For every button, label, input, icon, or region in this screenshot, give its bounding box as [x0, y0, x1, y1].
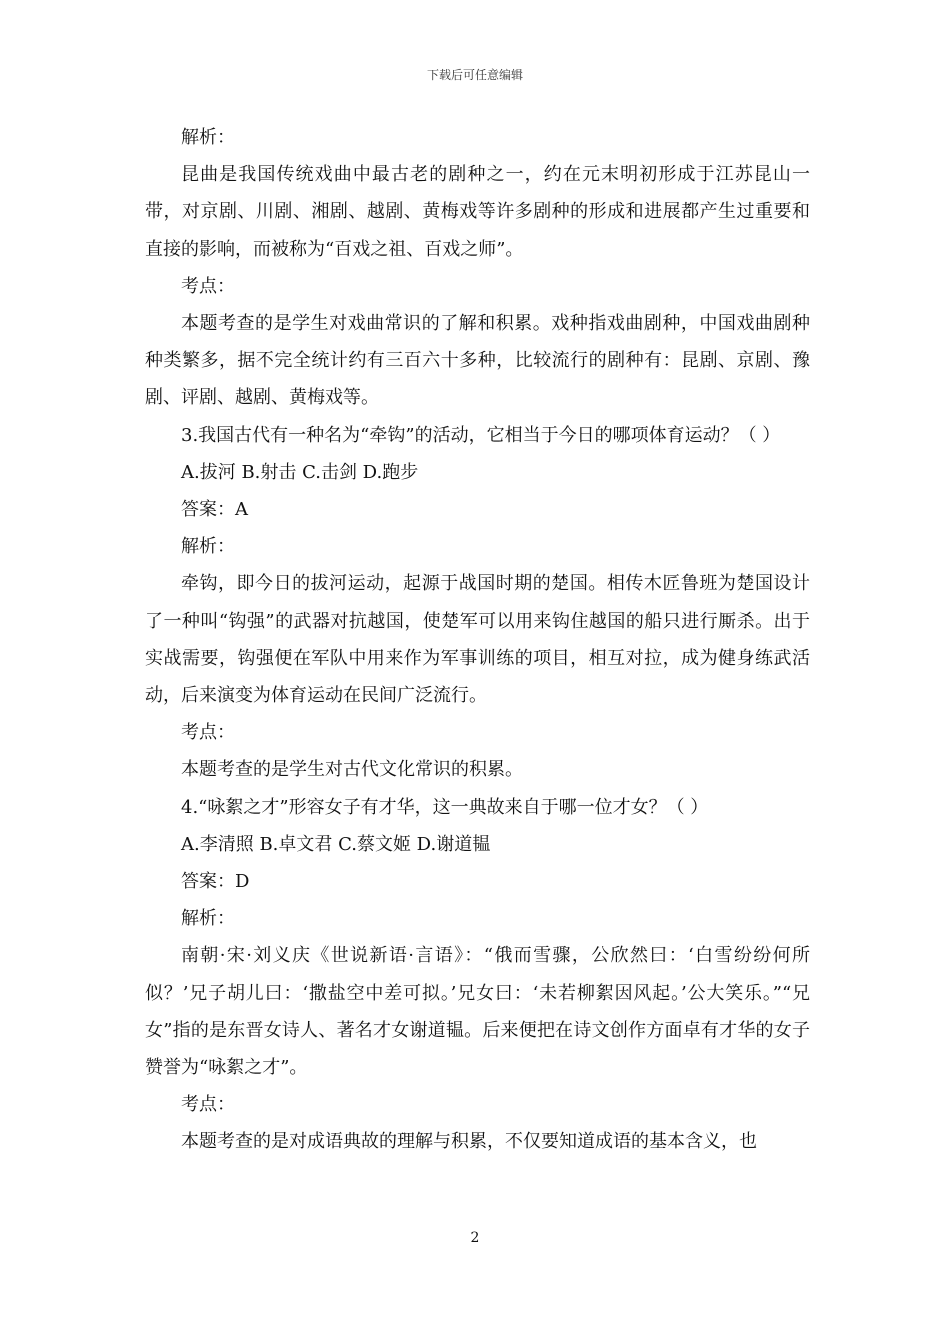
key-point-paragraph: 本题考查的是学生对古代文化常识的积累。	[181, 759, 523, 781]
label-key-point: 考点：	[181, 722, 235, 744]
question-3-options: A.拔河 B.射击 C.击剑 D.跑步	[181, 461, 419, 483]
question-4-options: A.李清照 B.卓文君 C.蔡文姬 D.谢道韫	[181, 833, 491, 855]
question-4-answer: 答案：D	[181, 871, 250, 893]
question-3: 3.我国古代有一种名为“牵钩”的活动，它相当于今日的哪项体育运动？（ ）	[181, 424, 781, 446]
label-key-point: 考点：	[181, 1094, 235, 1116]
key-point-paragraph: 本题考查的是学生对戏曲常识的了解和积累。戏种指戏曲剧种，中国戏曲剧种种类繁多，据不完全统计约有三百六十多种，比较流行的剧种有：昆剧、京剧、豫剧、评剧、越剧、黄梅戏等。	[145, 313, 810, 409]
question-4: 4.“咏絮之才”形容女子有才华，这一典故来自于哪一位才女？（ ）	[181, 796, 709, 818]
analysis-paragraph: 牵钩，即今日的拔河运动，起源于战国时期的楚国。相传木匠鲁班为楚国设计了一种叫“钩强”的武器对抗越国，使楚军可以用来钩住越国的船只进行厮杀。出于实战需要，钩强便在军队中用来作为军事训练的项目，相互对拉，成为健身练武活动，后来演变为体育运动在民间广泛流行。	[145, 573, 810, 707]
label-analysis: 解析：	[181, 127, 235, 148]
key-point-paragraph: 本题考查的是对成语典故的理解与积累，不仅要知道成语的基本含义，也	[181, 1131, 757, 1153]
label-analysis: 解析：	[181, 908, 235, 930]
page-header: 下载后可任意编辑	[426, 68, 523, 82]
analysis-paragraph: 昆曲是我国传统戏曲中最古老的剧种之一，约在元末明初形成于江苏昆山一带，对京剧、川剧、湘剧、越剧、黄梅戏等许多剧种的形成和进展都产生过重要和直接的影响，而被称为“百戏之祖、百戏之师”。	[145, 164, 810, 260]
label-analysis: 解析：	[181, 536, 235, 558]
page-number: 2	[470, 1230, 480, 1246]
question-3-answer: 答案：A	[181, 499, 248, 521]
analysis-paragraph: 南朝·宋·刘义庆《世说新语·言语》：“俄而雪骤，公欣然曰：‘白雪纷纷何所似？’兄子胡儿曰：‘撒盐空中差可拟。’兄女曰：‘未若柳絮因风起。’公大笑乐。”“兄女”指的是东晋女诗人、著名才女谢道韫。后来便把在诗文创作方面卓有才华的女子赞誉为“咏絮之才”。	[145, 945, 810, 1079]
label-key-point: 考点：	[181, 275, 235, 297]
document-body	[145, 119, 810, 1161]
